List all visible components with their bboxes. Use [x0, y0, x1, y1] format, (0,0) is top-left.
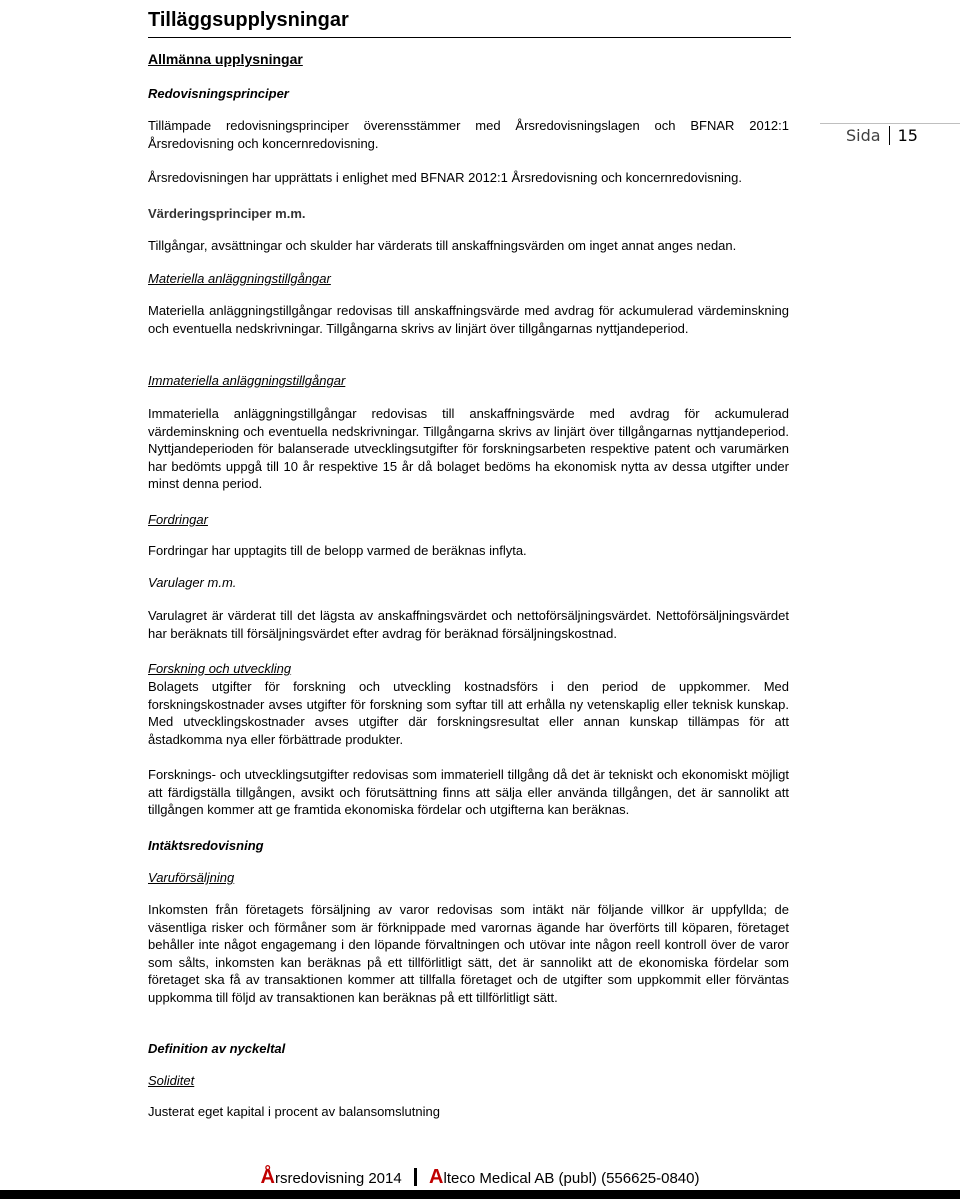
- rnd-paragraph-1: Bolagets utgifter för forskning och utveckling kostnadsförs i den period de uppkommer. Med forskningskostnader avses utgifter för forskning som syftar till att erhålla ny vetenskaplig eller teknisk kunskap. Med utvecklingskostnader avses utgifter där forskningsresultat eller annan kunskap tillämpas för att åstadkomma nya eller förbättrade produkter.: [148, 679, 789, 747]
- principles-paragraph: Tillämpade redovisningsprinciper överensstämmer med Årsredovisningslagen och BFNAR 2012:1 Årsredovisning och koncernredovisning.: [148, 118, 789, 151]
- footer-initial-company: A: [429, 1166, 444, 1188]
- footer-bar: [0, 1190, 960, 1199]
- revenue-heading: Intäktsredovisning: [148, 838, 264, 853]
- page-number: 15: [897, 126, 918, 145]
- kpi-heading: Definition av nyckeltal: [148, 1041, 286, 1056]
- intangible-paragraph: Immateriella anläggningstillgångar redovisas till anskaffningsvärde med avdrag för ackumulerad värdeminskning och eventuella nedskrivningar. Tillgångarna skrivs av linjärt över tillgångarnas nyttjandeperiod. Nyttjandeperioden för balanserade utvecklingsutgifter för forskningsarbeten respektive patent och varumärken har bedömts uppgå till 10 år respektive 15 år då bolaget bedöms ha ekonomisk nytta av dessa utgifter under minst denna period.: [148, 406, 789, 491]
- sales-paragraph: Inkomsten från företagets försäljning av varor redovisas som intäkt när följande villkor är uppfyllda; de väsentliga risker och förmåner som är förknippade med varornas ägande har överförts till köparen, företaget behåller inte något engagemang i den löpande förvaltningen och utövar inte någon reell kontroll över de varor som sålts, inkomsten kan beräknas på ett tillförlitligt sätt, det är sannolikt att de ekonomiska fördelar som företaget ska få av transaktionen kommer att tillfalla företaget och de utgifter som uppkommit eller förväntas uppkomma till följd av transaktionen kan beräknas på ett tillförlitligt sätt.: [148, 902, 789, 1005]
- page-title: Tilläggsupplysningar: [148, 6, 791, 38]
- inventory-heading: Varulager m.m.: [148, 575, 237, 590]
- receivables-heading: Fordringar: [148, 512, 208, 527]
- solidity-paragraph: Justerat eget kapital i procent av balansomslutning: [148, 1104, 440, 1119]
- page-number-box: [820, 123, 960, 145]
- rnd-heading: Forskning och utveckling: [148, 661, 292, 676]
- principles-heading: Redovisningsprinciper: [148, 86, 289, 101]
- prepared-paragraph: Årsredovisningen har upprättats i enlighet med BFNAR 2012:1 Årsredovisning och koncernredovisning.: [148, 170, 742, 185]
- tangible-heading: Materiella anläggningstillgångar: [148, 271, 331, 286]
- solidity-heading: Soliditet: [148, 1073, 195, 1088]
- sales-heading: Varuförsäljning: [148, 870, 235, 885]
- valuation-heading: Värderingsprinciper m.m.: [148, 206, 306, 221]
- inventory-paragraph: Varulagret är värderat till det lägsta av anskaffningsvärdet och nettoförsäljningsvärdet. Nettoförsäljningsvärdet har beräknats till försäljningsvärdet efter avdrag för beräknad försäljningskostnad.: [148, 608, 789, 641]
- footer-company: lteco Medical AB (publ) (556625-0840): [443, 1170, 700, 1187]
- footer-separator: [414, 1168, 417, 1186]
- footer-annual-report: rsredovisning 2014: [274, 1170, 402, 1187]
- page-footer: [0, 1167, 960, 1189]
- page-label: Sida: [820, 126, 890, 145]
- tangible-paragraph: Materiella anläggningstillgångar redovisas till anskaffningsvärde med avdrag för ackumulerad värdeminskning och eventuella nedskrivningar. Tillgångarna skrivs av linjärt över tillgångarnas nyttjandeperiod.: [148, 303, 789, 336]
- footer-initial-annual: Å: [260, 1166, 275, 1188]
- intangible-heading: Immateriella anläggningstillgångar: [148, 373, 346, 388]
- general-heading: Allmänna upplysningar: [148, 51, 303, 67]
- valuation-paragraph: Tillgångar, avsättningar och skulder har värderats till anskaffningsvärden om inget annat anges nedan.: [148, 238, 737, 253]
- rnd-paragraph-2: Forsknings- och utvecklingsutgifter redovisas som immateriell tillgång då det är tekniskt och ekonomiskt möjligt att färdigställa tillgången, avsikt och förutsättning finns att sälja eller använda tillgången, det är sannolikt att tillgången kommer att ge framtida ekonomiska fördelar och utgifterna kan beräknas.: [148, 767, 789, 817]
- receivables-paragraph: Fordringar har upptagits till de belopp varmed de beräknas inflyta.: [148, 543, 527, 558]
